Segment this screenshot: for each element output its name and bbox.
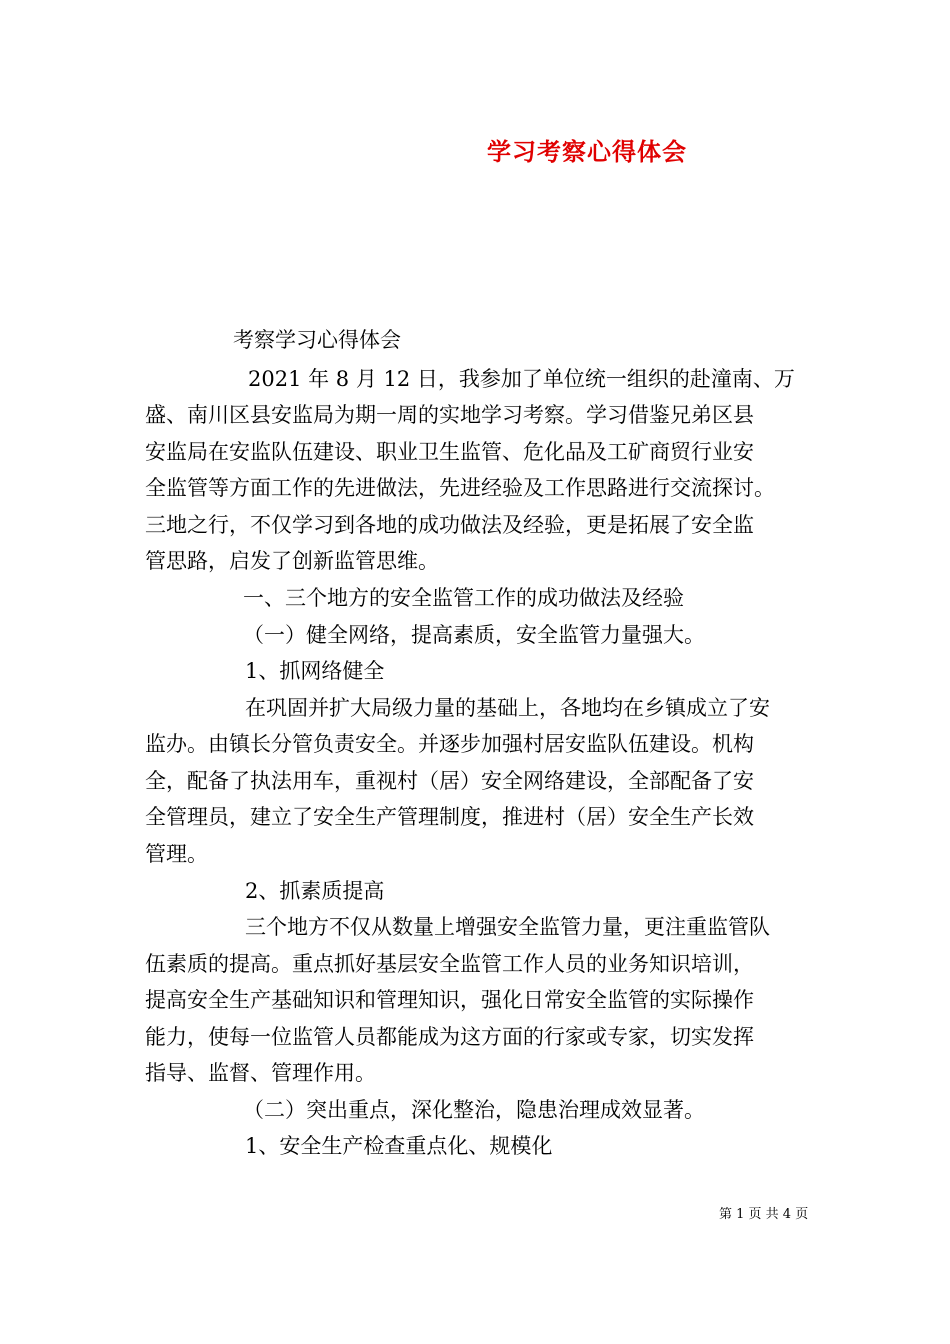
paragraph-line: 三地之行，不仅学习到各地的成功做法及经验，更是拓展了安全监 [145,513,754,537]
paragraph-line: 指导、监督、管理作用。 [145,1061,376,1085]
paragraph-line: 全管理员，建立了安全生产管理制度，推进村（居）安全生产长效 [145,805,754,829]
paragraph-line: 盛、南川区县安监局为期一周的实地学习考察。学习借鉴兄弟区县 [145,403,754,427]
paragraph-line: 管理。 [145,842,208,866]
paragraph-line: 管思路，启发了创新监管思维。 [145,549,439,573]
paragraph-line: 伍素质的提高。重点抓好基层安全监管工作人员的业务知识培训， [145,952,754,976]
paragraph-line: 三个地方不仅从数量上增强安全监管力量，更注重监管队 [245,915,770,939]
paragraph-line: 监办。由镇长分管负责安全。并逐步加强村居安监队伍建设。机构 [145,732,754,756]
paragraph-line: 安监局在安监队伍建设、职业卫生监管、危化品及工矿商贸行业安 [145,440,754,464]
item-heading: 1、抓网络健全 [245,659,385,683]
item-heading: 2、抓素质提高 [245,879,385,903]
section-heading: 一、三个地方的安全监管工作的成功做法及经验 [243,586,684,610]
item-heading: 1、安全生产检查重点化、规模化 [245,1134,553,1158]
paragraph-line: 2021 年 8 月 12 日，我参加了单位统一组织的赴潼南、万 [248,367,795,391]
document-title: 学习考察心得体会 [487,137,687,166]
subsection-heading: （二）突出重点，深化整治，隐患治理成效显著。 [243,1098,705,1122]
paragraph-line: 在巩固并扩大局级力量的基础上，各地均在乡镇成立了安 [245,696,770,720]
paragraph-line: 全，配备了执法用车，重视村（居）安全网络建设，全部配备了安 [145,769,754,793]
document-subtitle: 考察学习心得体会 [233,328,401,352]
paragraph-line: 全监管等方面工作的先进做法，先进经验及工作思路进行交流探讨。 [145,476,775,500]
paragraph-line: 能力，使每一位监管人员都能成为这方面的行家或专家，切实发挥 [145,1025,754,1049]
subsection-heading: （一）健全网络，提高素质，安全监管力量强大。 [243,623,705,647]
paragraph-line: 提高安全生产基础知识和管理知识，强化日常安全监管的实际操作 [145,988,754,1012]
page-footer: 第 1 页 共 4 页 [719,1207,809,1222]
